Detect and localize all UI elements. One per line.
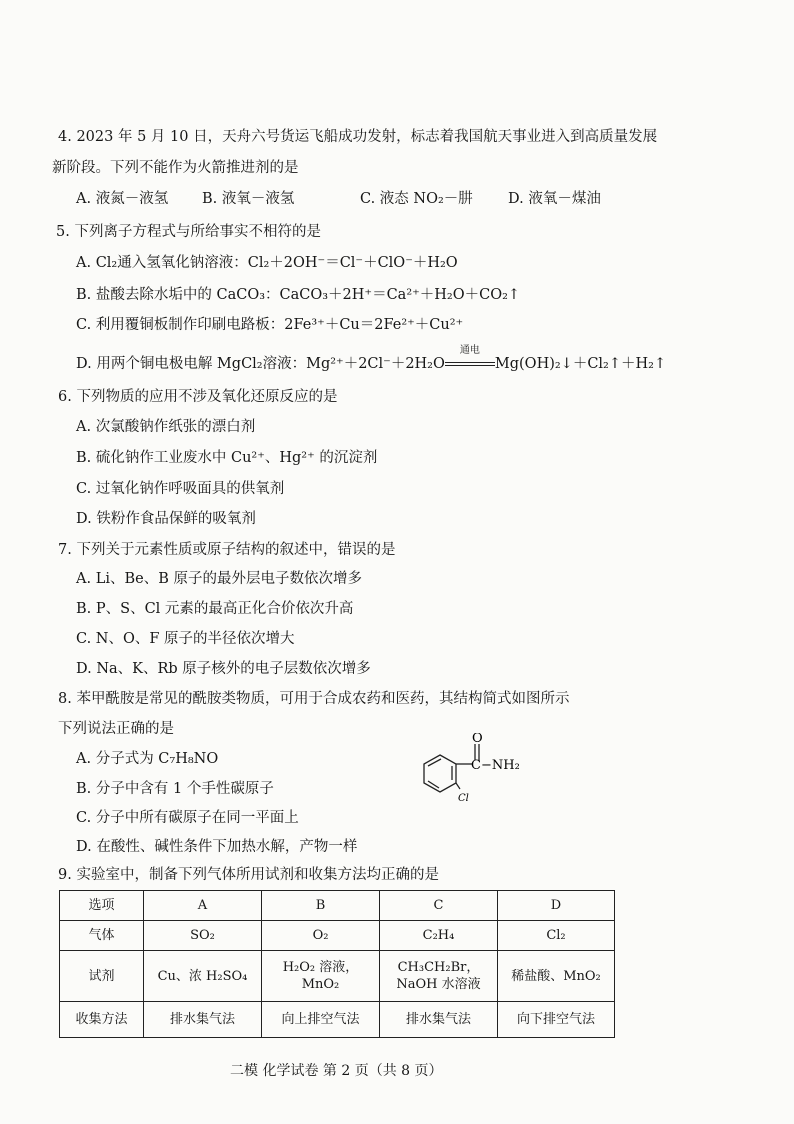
q5-option-d-suffix: Mg(OH)₂↓＋Cl₂↑＋H₂↑ xyxy=(494,356,667,372)
table-cell: C₂H₄ xyxy=(380,921,498,951)
q5-option-c: C. 利用覆铜板制作印刷电路板：2Fe³⁺＋Cu＝2Fe²⁺＋Cu²⁺ xyxy=(76,317,464,333)
chlorine-label: Cl xyxy=(458,793,469,804)
q5-option-d-prefix: D. 用两个铜电极电解 MgCl₂溶液：Mg²⁺＋2Cl⁻＋2H₂O xyxy=(76,356,445,372)
table-cell: H₂O₂ 溶液， MnO₂ xyxy=(262,951,380,1001)
table-cell: Cl₂ xyxy=(498,921,615,951)
q4-option-d: D. 液氧－煤油 xyxy=(508,191,601,207)
q4-option-a: A. 液氮－液氢 xyxy=(76,191,169,207)
q7-option-d: D. Na、K、Rb 原子核外的电子层数依次增多 xyxy=(76,661,371,677)
q7-option-c: C. N、O、F 原子的半径依次增大 xyxy=(76,631,295,647)
electrolysis-condition: 通电 xyxy=(459,345,480,356)
q6-option-c: C. 过氧化钠作呼吸面具的供氧剂 xyxy=(76,481,285,497)
q5-option-b: B. 盐酸去除水垢中的 CaCO₃：CaCO₃＋2H⁺＝Ca²⁺＋H₂O＋CO₂↑ xyxy=(76,287,521,303)
table-cell: CH₃CH₂Br， NaOH 水溶液 xyxy=(380,951,498,1001)
q7-stem: 7. 下列关于元素性质或原子结构的叙述中，错误的是 xyxy=(58,542,396,558)
q4-option-b: B. 液氧－液氢 xyxy=(202,191,295,207)
q6-option-d: D. 铁粉作食品保鲜的吸氧剂 xyxy=(76,511,256,527)
q4-option-c: C. 液态 NO₂－肼 xyxy=(360,191,473,207)
table-row xyxy=(60,1001,615,1037)
q5-option-d xyxy=(76,345,667,373)
benzene-ring xyxy=(424,755,456,792)
q4-stem-line2: 新阶段。下列不能作为火箭推进剂的是 xyxy=(52,160,299,176)
q6-option-b: B. 硫化钠作工业废水中 Cu²⁺、Hg²⁺ 的沉淀剂 xyxy=(76,450,378,466)
q9-stem: 9. 实验室中，制备下列气体所用试剂和收集方法均正确的是 xyxy=(58,867,439,883)
table-cell: 气体 xyxy=(60,921,144,951)
table-cell: 排水集气法 xyxy=(144,1001,262,1037)
table-cell: O₂ xyxy=(262,921,380,951)
q8-option-b: B. 分子中含有 1 个手性碳原子 xyxy=(76,781,274,797)
q4-stem-line1: 4. 2023 年 5 月 10 日，天舟六号货运飞船成功发射，标志着我国航天事业进入到高质量发展 xyxy=(58,129,658,145)
table-cell: 向下排空气法 xyxy=(498,1001,615,1037)
table-cell: SO₂ xyxy=(144,921,262,951)
q8-option-c: C. 分子中所有碳原子在同一平面上 xyxy=(76,810,299,826)
q6-option-a: A. 次氯酸钠作纸张的漂白剂 xyxy=(76,419,256,435)
q7-option-a: A. Li、Be、B 原子的最外层电子数依次增多 xyxy=(76,571,362,587)
q8-option-a: A. 分子式为 C₇H₈NO xyxy=(76,751,219,767)
reagent-table xyxy=(59,890,615,1038)
q6-stem: 6. 下列物质的应用不涉及氧化还原反应的是 xyxy=(58,389,338,405)
electrolysis-arrow xyxy=(445,345,495,373)
q8-option-d: D. 在酸性、碱性条件下加热水解，产物一样 xyxy=(76,839,358,855)
table-row xyxy=(60,921,615,951)
table-header-cell: B xyxy=(262,891,380,921)
q8-stem-line2: 下列说法正确的是 xyxy=(58,721,174,737)
table-cell: 稀盐酸、MnO₂ xyxy=(498,951,615,1001)
q7-option-b: B. P、S、Cl 元素的最高正化合价依次升高 xyxy=(76,601,354,617)
amine-label: −NH₂ xyxy=(481,758,520,773)
table-cell: 收集方法 xyxy=(60,1001,144,1037)
q5-stem: 5. 下列离子方程式与所给事实不相符的是 xyxy=(56,224,321,240)
table-header-cell: A xyxy=(144,891,262,921)
table-cell: Cu、浓 H₂SO₄ xyxy=(144,951,262,1001)
benzamide-structure-diagram xyxy=(408,733,538,805)
table-cell: 排水集气法 xyxy=(380,1001,498,1037)
table-header-row xyxy=(60,891,615,921)
q5-option-a: A. Cl₂通入氢氧化钠溶液：Cl₂＋2OH⁻＝Cl⁻＋ClO⁻＋H₂O xyxy=(76,255,458,271)
table-header-cell: 选项 xyxy=(60,891,144,921)
page-footer: 二模 化学试卷 第 2 页（共 8 页） xyxy=(230,1063,443,1079)
q8-stem-line1: 8. 苯甲酰胺是常见的酰胺类物质，可用于合成农药和医药，其结构简式如图所示 xyxy=(58,691,570,707)
table-cell: 试剂 xyxy=(60,951,144,1001)
table-header-cell: C xyxy=(380,891,498,921)
table-header-cell: D xyxy=(498,891,615,921)
carbonyl-carbon-label: C xyxy=(471,758,481,773)
oxygen-label: O xyxy=(472,733,483,746)
table-row xyxy=(60,951,615,1001)
table-cell: 向上排空气法 xyxy=(262,1001,380,1037)
